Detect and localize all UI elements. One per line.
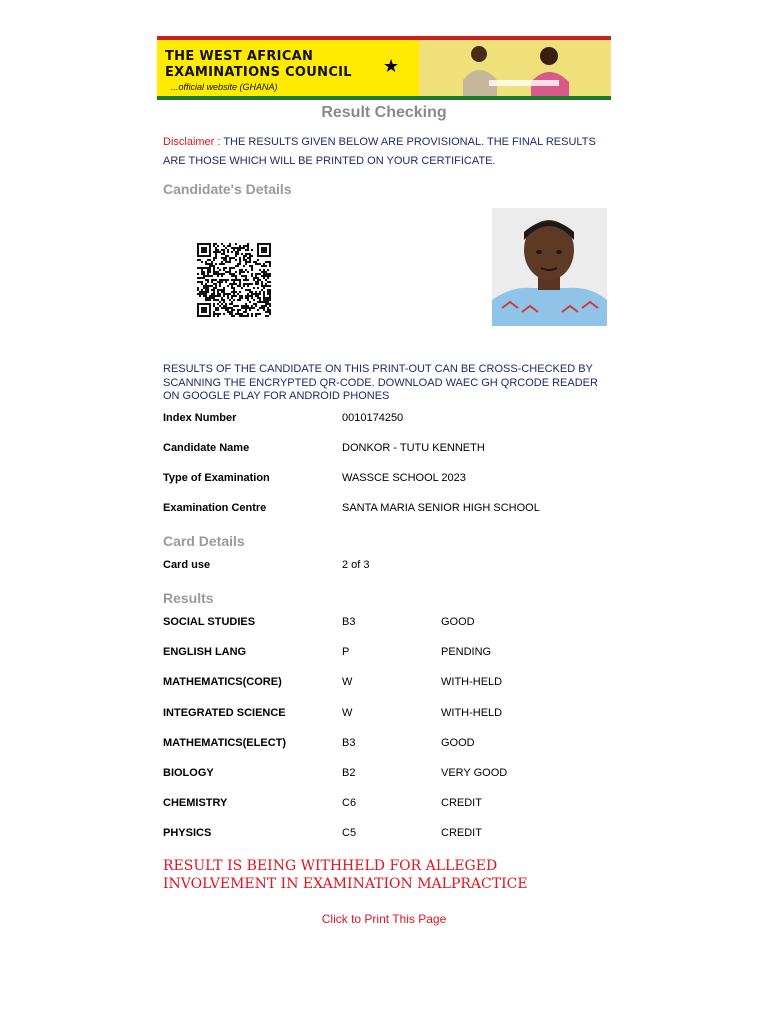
detail-label: Examination Centre — [163, 502, 267, 514]
subject-grade: P — [342, 646, 350, 659]
subject-name: CHEMISTRY — [163, 797, 228, 810]
qr-verification-note: RESULTS OF THE CANDIDATE ON THIS PRINT-OUT CAN BE CROSS-CHECKED BY SCANNING THE ENCRYPTED QR-CODE. DOWNLOAD WAEC GH QRCODE READER ON GOOGLE PLAY FOR ANDROID PHONES — [163, 363, 598, 402]
subject-remark: WITH-HELD — [441, 706, 503, 719]
subject-remark: GOOD — [441, 616, 475, 628]
banner-subtitle: ...official website (GHANA) — [171, 82, 278, 92]
detail-value: SANTA MARIA SENIOR HIGH SCHOOL — [342, 502, 540, 514]
card-use-value: 2 of 3 — [342, 559, 370, 571]
banner-title — [165, 49, 352, 81]
result-row — [163, 827, 611, 843]
detail-value: DONKOR - TUTU KENNETH — [342, 442, 485, 454]
result-row — [163, 797, 611, 813]
subject-name: ENGLISH LANG — [163, 646, 247, 659]
banner-green-stripe — [157, 96, 611, 100]
detail-value: WASSCE SCHOOL 2023 — [342, 472, 466, 484]
subject-grade: W — [342, 676, 353, 689]
qr-code-icon — [195, 241, 273, 321]
waec-banner — [157, 36, 611, 100]
subject-name: MATHEMATICS(CORE) — [163, 676, 282, 689]
subject-name: PHYSICS — [163, 827, 212, 840]
result-row — [163, 737, 611, 753]
detail-label: Index Number — [163, 412, 237, 424]
banner-students-image — [419, 40, 611, 96]
subject-grade: B3 — [342, 616, 356, 628]
qr-code — [195, 241, 273, 321]
print-page-link[interactable]: Click to Print This Page — [321, 912, 447, 926]
candidate-detail-row — [163, 442, 611, 458]
subject-name: BIOLOGY — [163, 767, 214, 779]
star-icon: ★ — [383, 56, 400, 76]
candidate-detail-row — [163, 412, 611, 428]
candidate-detail-row — [163, 472, 611, 488]
card-section-title: Card Details — [163, 533, 245, 549]
subject-name: MATHEMATICS(ELECT) — [163, 736, 287, 749]
result-row — [163, 646, 611, 662]
subject-remark: CREDIT — [441, 797, 482, 810]
subject-name: INTEGRATED SCIENCE — [163, 706, 286, 719]
subject-grade: B3 — [342, 736, 356, 749]
banner-title-line2: EXAMINATIONS COUNCIL — [165, 65, 352, 80]
subject-remark: CREDIT — [441, 827, 482, 840]
disclaimer-separator: : — [214, 136, 224, 148]
page-title: Result Checking — [321, 104, 447, 121]
candidate-detail-row — [163, 502, 611, 518]
candidate-photo — [492, 208, 607, 326]
subject-grade: B2 — [342, 767, 356, 779]
detail-value: 0010174250 — [342, 412, 404, 424]
disclaimer-label: Disclaimer — [163, 136, 215, 148]
subject-grade: C6 — [342, 797, 357, 810]
detail-label: Candidate Name — [163, 442, 250, 454]
subject-remark: WITH-HELD — [441, 676, 503, 689]
result-row — [163, 676, 611, 692]
disclaimer — [163, 133, 611, 171]
person-photo-icon — [492, 208, 607, 326]
result-row — [163, 707, 611, 723]
subject-grade: C5 — [342, 827, 357, 840]
banner-title-line1: THE WEST AFRICAN — [165, 49, 314, 64]
subject-remark: GOOD — [441, 736, 475, 749]
disclaimer-text: THE RESULTS GIVEN BELOW ARE PROVISIONAL. THE FINAL RESULTS ARE THOSE WHICH WILL BE PRINTED ON YOUR CERTIFICATE. — [163, 136, 596, 167]
withheld-notice: RESULT IS BEING WITHHELD FOR ALLEGED INVOLVEMENT IN EXAMINATION MALPRACTICE — [163, 858, 528, 892]
students-illustration-icon — [419, 40, 611, 96]
detail-label: Type of Examination — [163, 472, 270, 484]
subject-remark: VERY GOOD — [441, 767, 508, 779]
card-use-label: Card use — [163, 559, 211, 571]
results-section-title: Results — [163, 590, 214, 606]
card-use-row — [163, 559, 611, 575]
subject-name: SOCIAL STUDIES — [163, 616, 256, 628]
result-row — [163, 616, 611, 632]
subject-grade: W — [342, 706, 353, 719]
subject-remark: PENDING — [441, 646, 492, 659]
result-row — [163, 767, 611, 783]
candidate-section-title: Candidate's Details — [163, 181, 292, 197]
